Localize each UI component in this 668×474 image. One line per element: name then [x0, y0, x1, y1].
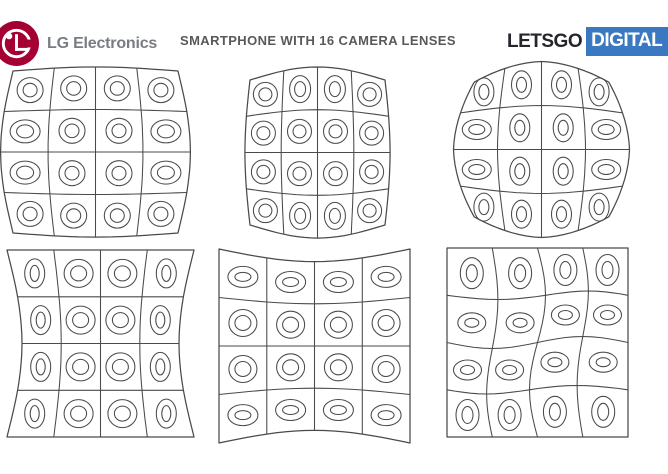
camera-lens: [148, 201, 174, 226]
camera-lens: [277, 354, 305, 381]
camera-lens: [474, 193, 494, 221]
camera-lens: [324, 119, 348, 143]
lg-wordmark: LG Electronics: [47, 34, 158, 52]
camera-lens: [592, 396, 615, 427]
camera-lens: [66, 353, 95, 381]
camera-lens: [229, 310, 257, 337]
camera-lens: [324, 202, 345, 229]
camera-lens: [589, 78, 609, 106]
camera-lens: [589, 193, 609, 221]
camera-lens: [506, 313, 534, 333]
camera-lens: [228, 266, 258, 287]
camera-lens: [25, 399, 45, 428]
camera-lens: [371, 266, 401, 287]
grid-line: [577, 248, 588, 437]
camera-lens: [10, 161, 40, 184]
figure-bottom-left: [7, 250, 194, 437]
grid-line: [447, 337, 628, 349]
camera-lens: [106, 118, 132, 143]
figure-top-right: [454, 62, 630, 238]
camera-lens: [25, 259, 45, 288]
camera-lens: [108, 400, 137, 428]
camera-lens: [156, 259, 176, 288]
camera-lens: [553, 157, 573, 185]
camera-lens: [148, 78, 174, 103]
camera-lens: [496, 360, 524, 380]
grid-line: [447, 386, 628, 395]
figure-bottom-center: [219, 249, 410, 443]
camera-lens: [592, 160, 621, 180]
figure-top-center: [245, 67, 390, 238]
camera-lens: [324, 354, 352, 381]
letsgo-wordmark: LETSGO: [507, 30, 583, 52]
camera-lens: [61, 203, 87, 228]
camera-lens: [151, 161, 181, 184]
camera-lens: [276, 272, 306, 293]
camera-lens: [156, 399, 176, 428]
camera-lens: [552, 71, 572, 99]
camera-lens: [323, 400, 353, 421]
camera-lens: [474, 78, 494, 106]
camera-lens: [462, 160, 491, 180]
camera-lens: [458, 313, 486, 333]
camera-lens: [151, 120, 181, 143]
camera-lens: [360, 160, 384, 184]
camera-lens: [358, 82, 382, 106]
camera-lens: [498, 400, 521, 431]
camera-lens: [358, 199, 382, 223]
camera-lens: [510, 157, 530, 185]
camera-lens: [552, 200, 572, 228]
camera-lens: [324, 311, 352, 338]
camera-lens: [277, 311, 305, 338]
camera-lens: [31, 306, 51, 335]
camera-lens: [288, 119, 312, 143]
digital-badge: DIGITAL: [586, 27, 668, 56]
page-title: SMARTPHONE WITH 16 CAMERA LENSES: [180, 33, 456, 48]
camera-lens: [372, 310, 400, 337]
camera-lens: [150, 306, 170, 335]
camera-lens: [290, 76, 311, 103]
camera-lens: [290, 202, 311, 229]
camera-lens: [324, 76, 345, 103]
camera-lens: [323, 272, 353, 293]
camera-lens: [108, 259, 137, 287]
camera-lens: [594, 305, 622, 325]
camera-lens: [541, 352, 569, 372]
camera-lens: [456, 400, 479, 431]
camera-lens: [106, 306, 135, 334]
camera-lens: [324, 162, 348, 186]
camera-lens: [64, 400, 93, 428]
camera-lens: [372, 356, 400, 383]
camera-lens: [543, 396, 566, 427]
camera-lens: [554, 255, 577, 286]
camera-lens: [17, 78, 43, 103]
camera-lens: [462, 120, 491, 140]
figure-top-left: [1, 67, 191, 237]
camera-lens: [251, 160, 275, 184]
camera-lens: [251, 121, 275, 145]
camera-lens: [229, 356, 257, 383]
camera-lens: [512, 200, 532, 228]
camera-lens: [253, 82, 277, 106]
camera-lens: [551, 305, 579, 325]
grid-line: [487, 248, 498, 437]
camera-lens: [288, 162, 312, 186]
camera-lens: [553, 114, 573, 142]
camera-lens: [253, 199, 277, 223]
camera-lens: [371, 405, 401, 426]
camera-lens: [17, 201, 43, 226]
camera-lens: [64, 259, 93, 287]
camera-lens: [460, 258, 483, 289]
grid-line: [447, 291, 628, 300]
camera-lens: [512, 71, 532, 99]
camera-lens: [106, 161, 132, 186]
camera-lens: [276, 400, 306, 421]
camera-lens: [66, 306, 95, 334]
camera-lens: [104, 203, 130, 228]
camera-lens: [59, 118, 85, 143]
camera-lens: [509, 258, 532, 289]
camera-lens: [106, 353, 135, 381]
camera-lens: [10, 120, 40, 143]
camera-lens: [104, 76, 130, 101]
camera-lens: [61, 76, 87, 101]
camera-lens: [592, 120, 621, 140]
camera-lens: [510, 114, 530, 142]
camera-lens: [31, 352, 51, 381]
camera-lens: [454, 360, 482, 380]
camera-lens: [589, 352, 617, 372]
camera-lens: [150, 352, 170, 381]
camera-lens: [228, 405, 258, 426]
camera-lens: [596, 255, 619, 286]
camera-lens: [59, 161, 85, 186]
figure-bottom-right: [447, 248, 628, 437]
camera-lens: [360, 121, 384, 145]
